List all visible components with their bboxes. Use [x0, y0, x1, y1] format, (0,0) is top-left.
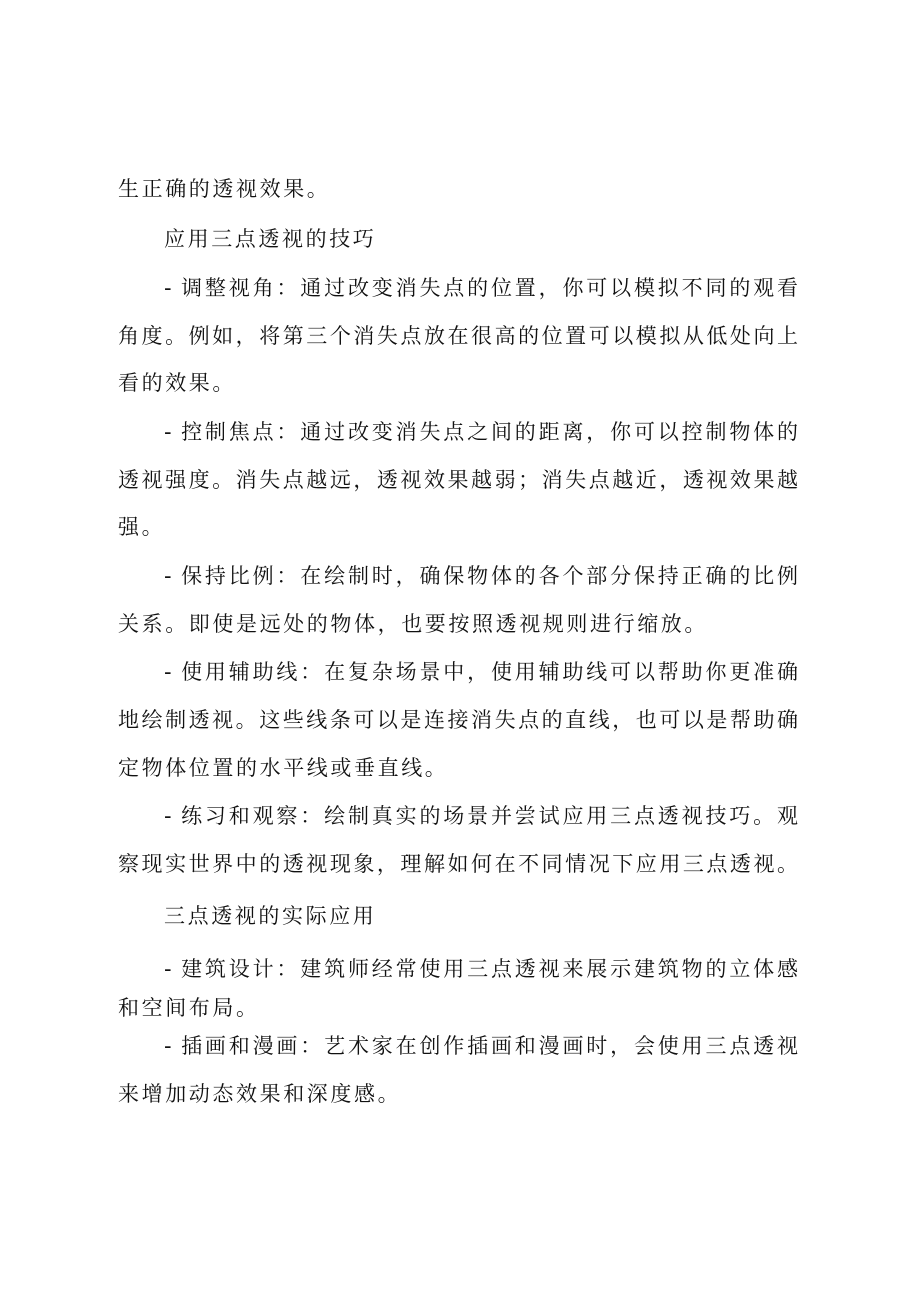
bullet-line: - 保持比例：在绘制时，确保物体的各个部分保持正确的比例 [164, 564, 798, 588]
paragraph-line: 关系。即使是远处的物体，也要按照透视规则进行缩放。 [118, 612, 708, 636]
paragraph-line: 角度。例如，将第三个消失点放在很高的位置可以模拟从低处向上 [118, 324, 798, 348]
paragraph-line: 来增加动态效果和深度感。 [118, 1082, 402, 1106]
paragraph-line: 地绘制透视。这些线条可以是连接消失点的直线，也可以是帮助确 [118, 708, 798, 732]
paragraph-line: 生正确的透视效果。 [118, 177, 331, 201]
section-heading: 应用三点透视的技巧 [164, 227, 377, 251]
paragraph-line: 定物体位置的水平线或垂直线。 [118, 756, 449, 780]
bullet-line: - 控制焦点：通过改变消失点之间的距离，你可以控制物体的 [164, 420, 798, 444]
bullet-line: - 插画和漫画：艺术家在创作插画和漫画时，会使用三点透视 [164, 1034, 798, 1058]
paragraph-line: 看的效果。 [118, 371, 236, 395]
bullet-line: - 使用辅助线：在复杂场景中，使用辅助线可以帮助你更准确 [164, 660, 798, 684]
paragraph-line: 和空间布局。 [118, 996, 260, 1020]
section-heading: 三点透视的实际应用 [164, 904, 377, 928]
paragraph-line: 强。 [118, 515, 166, 539]
bullet-line: - 调整视角：通过改变消失点的位置，你可以模拟不同的观看 [164, 276, 798, 300]
paragraph-line: 透视强度。消失点越远，透视效果越弱；消失点越近，透视效果越 [118, 468, 798, 492]
paragraph-line: 察现实世界中的透视现象，理解如何在不同情况下应用三点透视。 [118, 852, 798, 876]
bullet-line: - 练习和观察：绘制真实的场景并尝试应用三点透视技巧。观 [164, 804, 798, 828]
bullet-line: - 建筑设计：建筑师经常使用三点透视来展示建筑物的立体感 [164, 957, 798, 981]
